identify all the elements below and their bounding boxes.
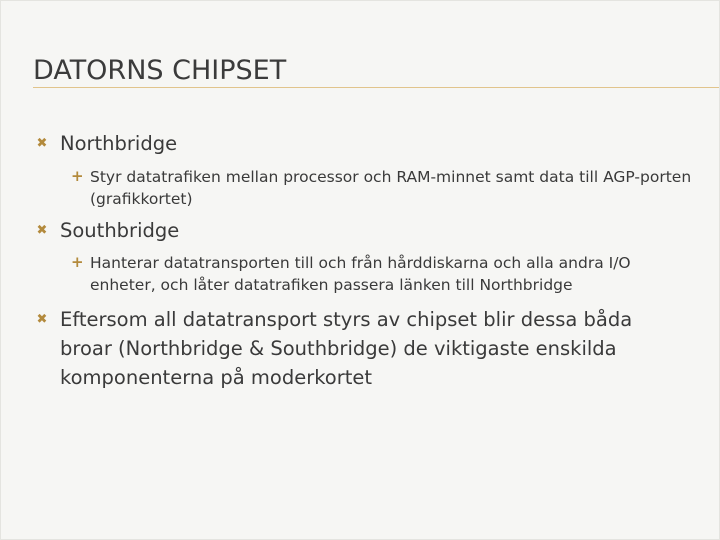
sub-bullet-text: Hanterar datatransporten till och från hårddiskarna och alla andra I/O enheter, och låter datatrafiken passera länken till Northbridge bbox=[90, 254, 631, 294]
bullet-item-summary bbox=[35, 305, 675, 392]
title-underline bbox=[33, 87, 720, 88]
sub-bullet-text: Styr datatrafiken mellan processor och RAM-minnet samt data till AGP-porten (grafikkortet) bbox=[90, 168, 692, 208]
bullet-item-northbridge bbox=[35, 129, 685, 158]
plus-bullet-icon: + bbox=[71, 253, 84, 271]
title-area bbox=[33, 55, 720, 87]
plus-bullet-icon: + bbox=[71, 167, 84, 185]
sub-bullet-item-southbridge bbox=[71, 252, 701, 296]
x-bullet-icon: ✖ bbox=[36, 136, 48, 151]
sub-bullet-item-northbridge bbox=[71, 166, 701, 210]
slide-title: DATORNS CHIPSET bbox=[33, 55, 287, 86]
x-bullet-icon: ✖ bbox=[36, 312, 48, 327]
bullet-text: Southbridge bbox=[60, 219, 180, 242]
bullet-item-southbridge bbox=[35, 216, 685, 245]
x-bullet-icon: ✖ bbox=[36, 223, 48, 238]
bullet-text: Northbridge bbox=[60, 132, 178, 155]
bullet-text: Eftersom all datatransport styrs av chipset blir dessa båda broar (Northbridge & Southbridge) de viktigaste enskilda komponenterna på moderkortet bbox=[60, 308, 633, 389]
